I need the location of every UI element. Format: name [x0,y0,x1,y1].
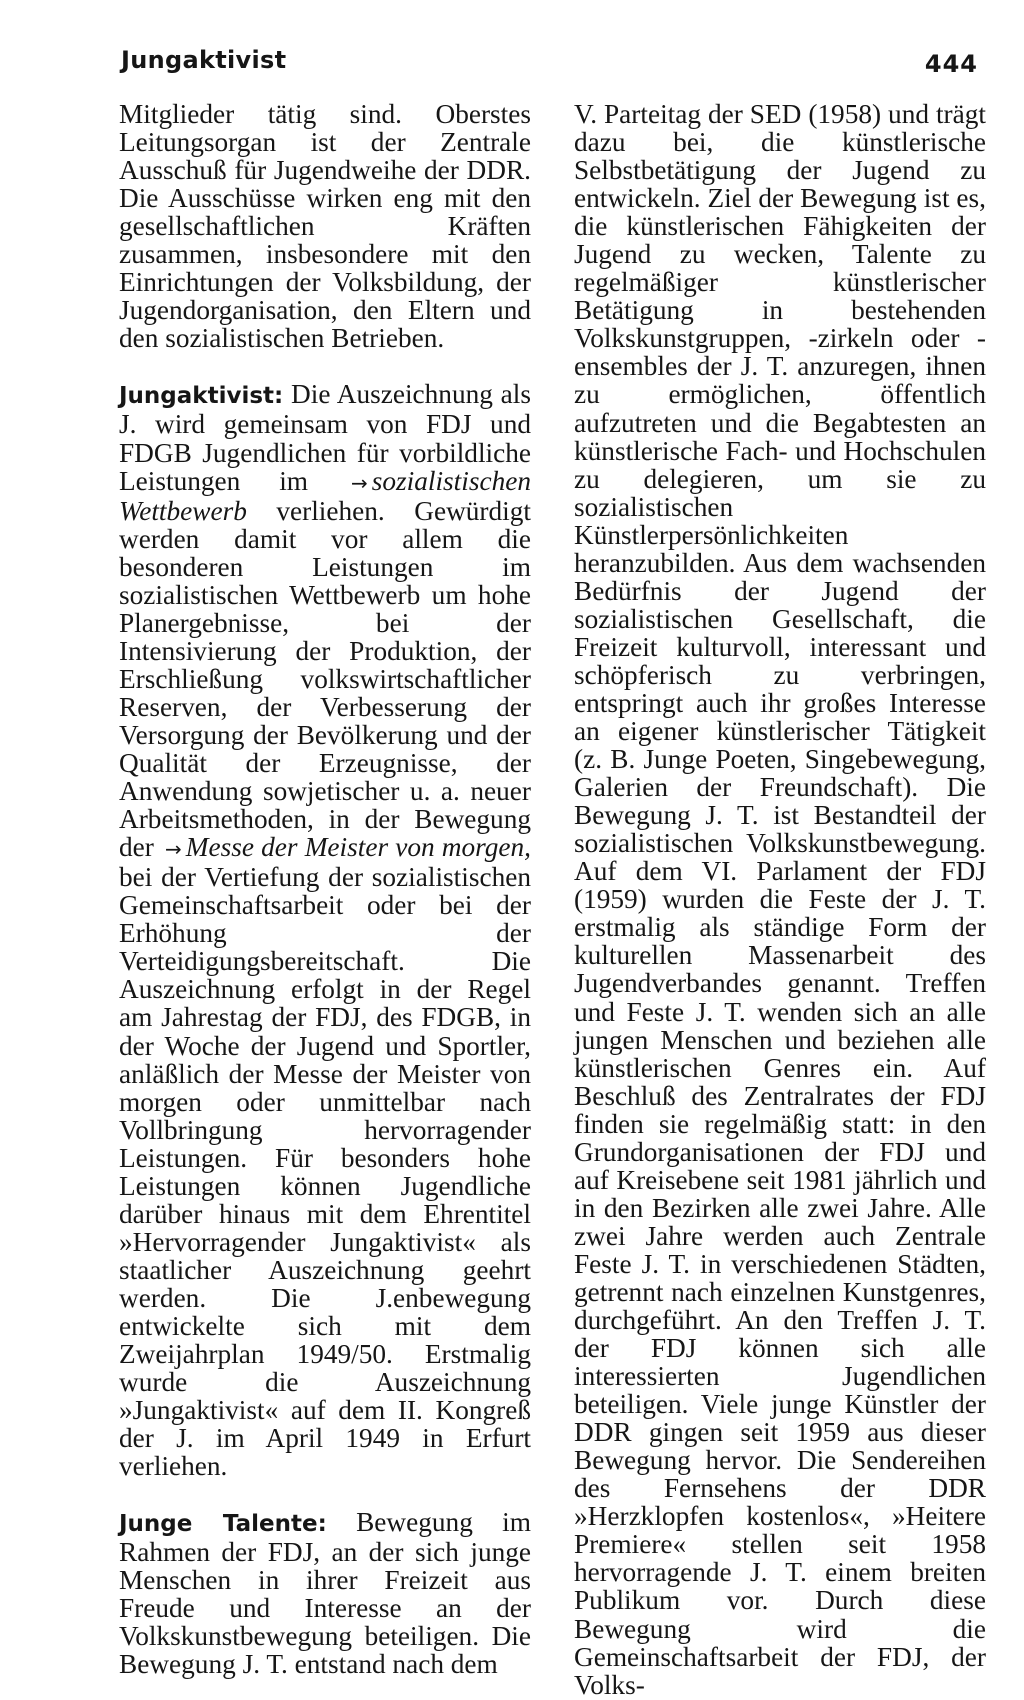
entry-text: Die Auszeichnung als J. wird gemeinsam von FDJ und FDGB Jugendlichen für vorbildliche Leistungen im [119,379,531,496]
right-column [574,100,986,1699]
continued-entry-text: Mitglieder tätig sind. Oberstes Leitungsorgan ist der Zentrale Ausschuß für Jugendweihe der DDR. Die Ausschüsse wirken eng mit den gesellschaftlichen Kräften zusammen, insbesondere mit den Einrichtungen der Volksbildung, der Jugendorganisation, den Eltern und den sozialistischen Betrieben. [119,99,531,354]
entry-lemma-jungaktivist: Jungaktivist: [119,383,284,410]
entry-text: bei der Vertiefung der sozialistischen Gemeinschaftsarbeit oder bei der Erhöhung der Verteidigungsbereitschaft. Die Auszeichnung erfolgt in der Regel am Jahrestag der FDJ, des FDGB, in der Woche der Jugend und Sportler, anläßlich der Messe der Meister von morgen oder unmittelbar nach Vollbringung hervorragender Leistungen. Für besonders hohe Leistungen können Jugendliche darüber hinaus mit dem Ehrentitel »Hervorragender Jungaktivist« als staatlicher Auszeichnung geehrt werden. Die J.enbewegung entwickelte sich mit dem Zweijahrplan 1949/50. Erstmalig wurde die Auszeichnung »Jungaktivist« auf dem II. Kongreß der J. im April 1949 in Erfurt verliehen. [119,862,531,1482]
running-head: Jungaktivist [121,46,287,74]
entry-lemma-junge-talente: Junge Talente: [119,1511,327,1538]
cross-reference-sozialistischer-wettbewerb: sozialistischen Wettbewerb [119,465,531,526]
entry-jungaktivist [119,380,531,1480]
entry-text: Bewegung im Rahmen der FDJ, an der sich junge Menschen in ihrer Freizeit aus Freude und Interesse an der Volkskunstbewegung beteiligen. Die Bewegung J. T. entstand nach dem [119,1507,531,1680]
entry-text: verliehen. Gewürdigt werden damit vor allem die besonderen Leistungen im sozialistischen Wettbewerb um hohe Planergebnisse, bei der Intensivierung der Produktion, der Erschließung volkswirtschaftlicher Reserven, der Verbesserung der Versorgung der Bevölkerung und der Qualität der Erzeugnisse, der Anwendung sowjetischer u. a. neuer Arbeitsmethoden, in der Bewegung der [119,495,531,863]
page-number: 444 [924,50,978,78]
cross-reference-arrow-icon: → [165,837,182,862]
cross-reference-arrow-icon: → [350,470,368,495]
left-column [119,100,531,1679]
entry-junge-talente [119,1508,531,1678]
cross-reference-messe-der-meister: Messe der Meister von morgen, [185,832,531,863]
entry-junge-talente-continued: V. Parteitag der SED (1958) und trägt dazu bei, die künstlerische Selbstbetätigung der Jugend zu entwickeln. Ziel der Bewegung ist es, die künstlerischen Fähigkeiten der Jugend zu wecken, Talente zu regelmäßiger künstlerischer Betätigung in bestehenden Volkskunstgruppen, -zirkeln oder -ensembles der J. T. anzuregen, ihnen zu ermöglichen, öffentlich aufzutreten und die Begabtesten an künstlerische Fach- und Hochschulen zu delegieren, um sie zu sozialistischen Künstlerpersönlichkeiten heranzubilden. Aus dem wachsenden Bedürfnis der Jugend der sozialistischen Gesellschaft, die Freizeit kulturvoll, interessant und schöpferisch zu verbringen, entspringt auch ihr großes Interesse an eigener künstlerischer Tätigkeit (z. B. Junge Poeten, Singebewegung, Galerien der Freundschaft). Die Bewegung J. T. ist Bestandteil der sozialistischen Volkskunstbewegung. Auf dem VI. Parlament der FDJ (1959) wurden die Feste der J. T. erstmalig als ständige Form der kulturellen Massenarbeit des Jugendverbandes genannt. Treffen und Feste J. T. wenden sich an alle jungen Menschen und beziehen alle künstlerischen Genres ein. Auf Beschluß des Zentralrates der FDJ finden sie regelmäßig statt: in den Grundorganisationen der FDJ und auf Kreisebene seit 1981 jährlich und in den Bezirken alle zwei Jahre. Alle zwei Jahre werden auch Zentrale Feste J. T. in verschiedenen Städten, getrennt nach einzelnen Kunstgenres, durchgeführt. An den Treffen J. T. der FDJ können sich alle interessierten Jugendlichen beteiligen. Viele junge Künstler der DDR gingen seit 1959 aus dieser Bewegung hervor. Die Sendereihen des Fernsehens der DDR »Herzklopfen kostenlos«, »Heitere Premiere« stellen seit 1958 hervorragende J. T. einem breiten Publikum vor. Durch diese Bewegung wird die Gemeinschaftsarbeit der FDJ, der Volks- [574,99,986,1700]
